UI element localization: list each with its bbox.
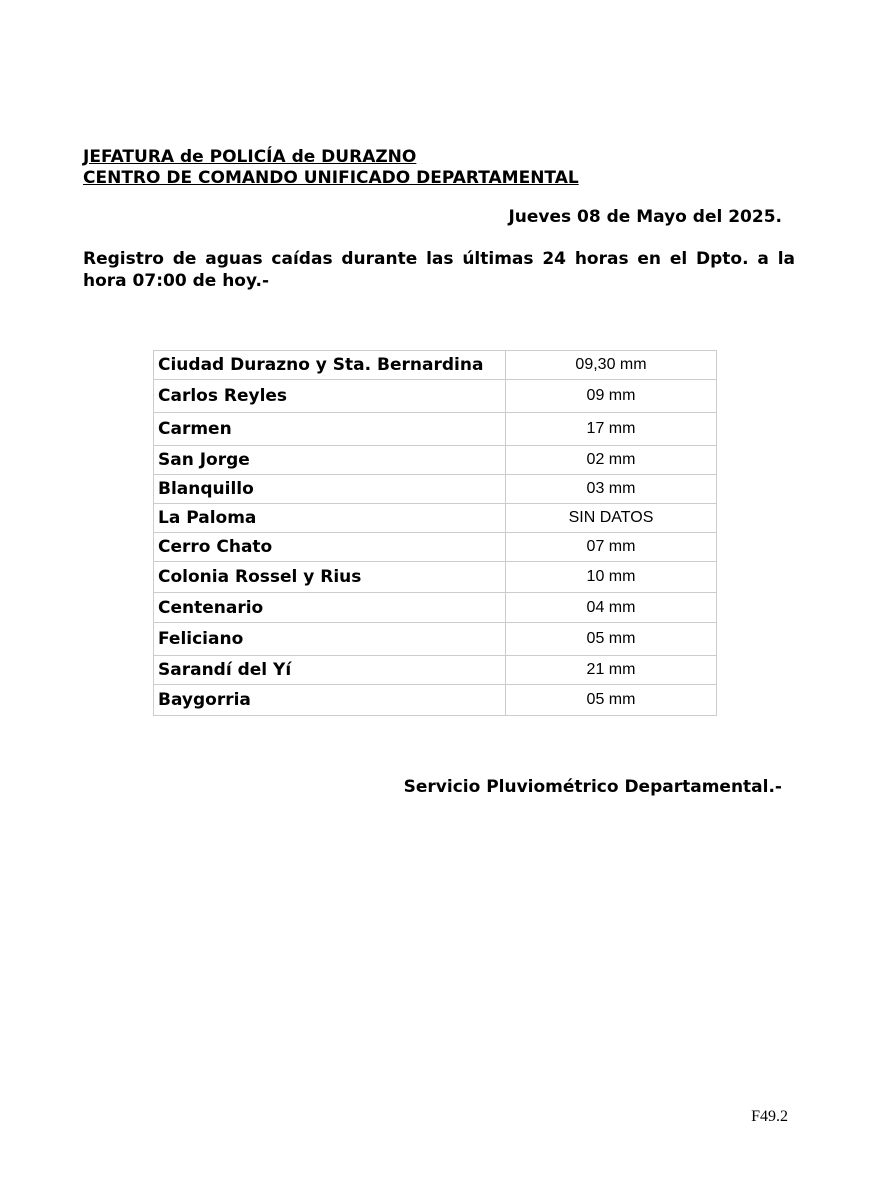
rainfall-cell: SIN DATOS — [506, 504, 717, 533]
rainfall-cell: 09 mm — [506, 380, 717, 413]
place-cell: Cerro Chato — [154, 533, 506, 562]
rainfall-cell: 03 mm — [506, 475, 717, 504]
intro-paragraph: Registro de aguas caídas durante las últimas 24 horas en el Dpto. a la hora 07:00 de hoy.- — [83, 249, 795, 291]
table-row — [154, 413, 717, 446]
place-cell: Carlos Reyles — [154, 380, 506, 413]
rainfall-cell: 10 mm — [506, 562, 717, 593]
table-row — [154, 685, 717, 716]
table-row — [154, 446, 717, 475]
rainfall-cell: 02 mm — [506, 446, 717, 475]
document-date: Jueves 08 de Mayo del 2025. — [508, 207, 782, 227]
place-cell: Baygorria — [154, 685, 506, 716]
place-cell: La Paloma — [154, 504, 506, 533]
place-cell: Ciudad Durazno y Sta. Bernardina — [154, 351, 506, 380]
place-cell: Sarandí del Yí — [154, 656, 506, 685]
form-code: F49.2 — [751, 1108, 788, 1125]
place-cell: Blanquillo — [154, 475, 506, 504]
rainfall-cell: 17 mm — [506, 413, 717, 446]
place-cell: Feliciano — [154, 623, 506, 656]
table-row — [154, 623, 717, 656]
header-line-1: JEFATURA de POLICÍA de DURAZNO — [83, 147, 417, 167]
place-cell: Centenario — [154, 593, 506, 623]
rainfall-cell: 07 mm — [506, 533, 717, 562]
place-cell: Colonia Rossel y Rius — [154, 562, 506, 593]
table-row — [154, 533, 717, 562]
table-row — [154, 593, 717, 623]
rainfall-cell: 09,30 mm — [506, 351, 717, 380]
place-cell: Carmen — [154, 413, 506, 446]
table-row — [154, 504, 717, 533]
table-row — [154, 351, 717, 380]
rainfall-cell: 21 mm — [506, 656, 717, 685]
rainfall-cell: 05 mm — [506, 685, 717, 716]
footer-signature: Servicio Pluviométrico Departamental.- — [403, 777, 782, 797]
table-row — [154, 380, 717, 413]
place-cell: San Jorge — [154, 446, 506, 475]
rainfall-cell: 04 mm — [506, 593, 717, 623]
rainfall-cell: 05 mm — [506, 623, 717, 656]
rainfall-table — [153, 350, 717, 716]
table-row — [154, 562, 717, 593]
header-line-2: CENTRO DE COMANDO UNIFICADO DEPARTAMENTAL — [83, 168, 579, 188]
table-row — [154, 475, 717, 504]
table-row — [154, 656, 717, 685]
document-header — [83, 147, 579, 189]
